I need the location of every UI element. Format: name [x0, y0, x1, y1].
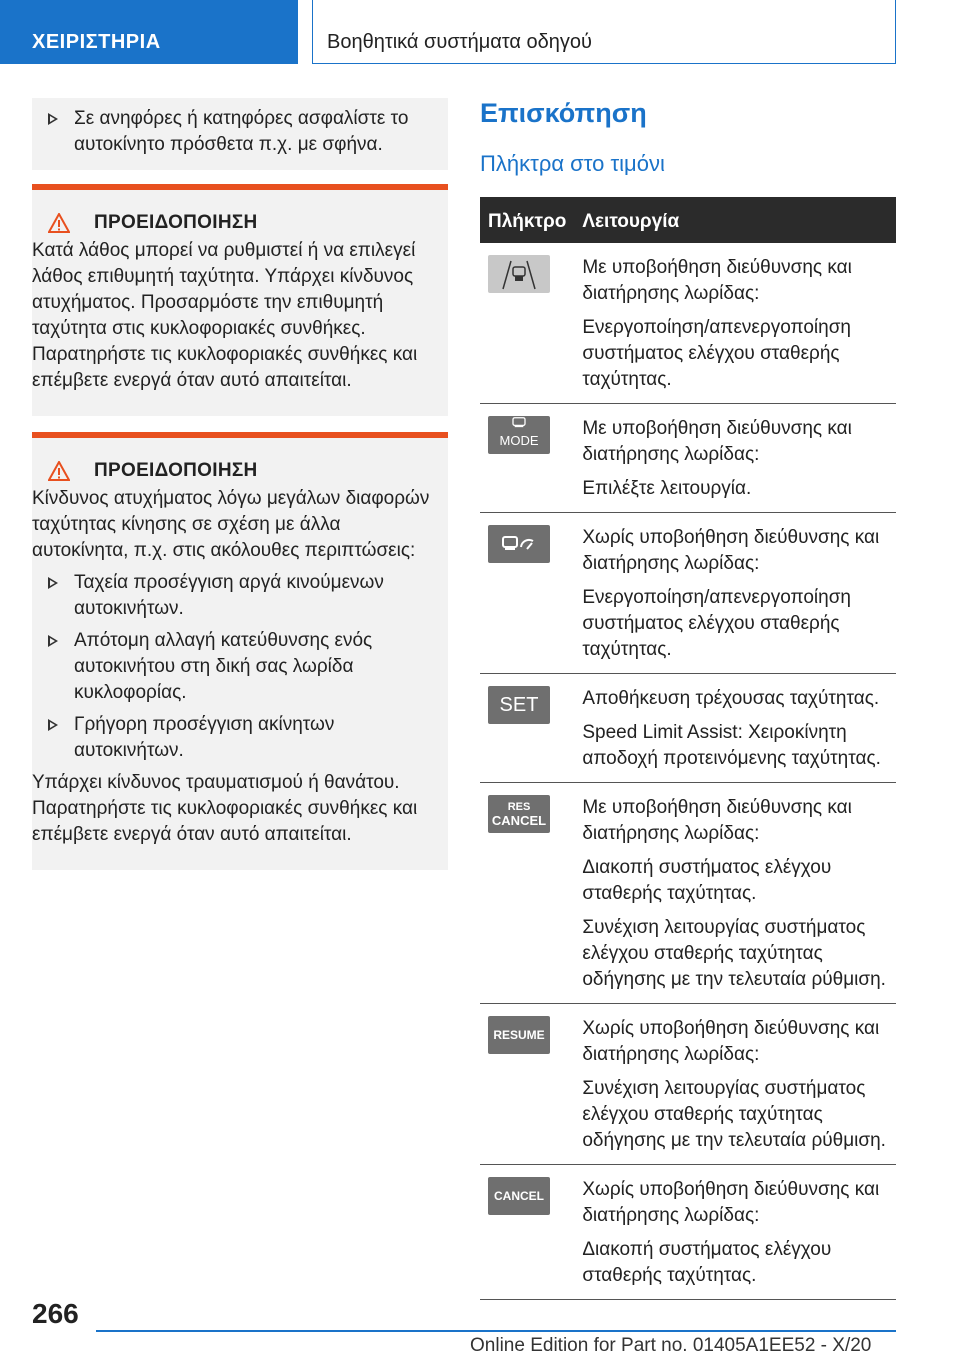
- function-text: Χωρίς υποβοήθηση διεύθυνσης και διατήρησης λωρίδας:: [582, 1018, 880, 1065]
- set-icon: [488, 686, 550, 724]
- warning-title: ΠΡΟΕΙΔΟΠΟΙΗΣΗ: [94, 212, 258, 233]
- function-text: Με υποβοήθηση διεύθυνσης και διατήρησης λωρίδας:: [582, 418, 852, 465]
- footer-divider: [96, 1330, 896, 1332]
- bullet-text: Απότομη αλλαγή κατεύθυνσης ενός αυτοκινήτου στη δική σας λωρίδα κυκλοφορίας.: [74, 630, 373, 703]
- warning-text: Κατά λάθος μπορεί να ρυθμιστεί ή να επιλεγεί λάθος επιθυμητή ταχύτητα. Υπάρχει κίνδυνος ατυχήματος. Προσαρμόστε την επιθυμητή ταχύτητα στις κυκλοφοριακές συνθήκες. Παρατηρήστε τις κυκλοφοριακές συνθήκες και επέμβετε ενεργά όταν αυτό απαιτείται.: [32, 240, 418, 391]
- function-text: Αποθήκευση τρέχουσας ταχύτητας.: [582, 688, 880, 709]
- table-header-row: [480, 197, 896, 243]
- warning-title: ΠΡΟΕΙΔΟΠΟΙΗΣΗ: [94, 460, 258, 481]
- chapter-title: Βοηθητικά συστήματα οδηγού: [312, 0, 896, 64]
- table-row: [480, 783, 896, 1004]
- key-label-top: RES: [507, 801, 531, 813]
- triangle-bullet-icon: [48, 577, 58, 589]
- triangle-bullet-icon: [48, 635, 58, 647]
- function-text: Συνέχιση λειτουργίας συστήματος ελέγχου σταθερής ταχύτητας οδήγησης με την τελευταία ρύθμιση.: [582, 917, 886, 990]
- right-column: [480, 98, 896, 1300]
- function-text: Επιλέξτε λειτουργία.: [582, 478, 752, 499]
- resume-icon: [488, 1016, 550, 1054]
- warning-box: [32, 432, 448, 870]
- key-label: CANCEL: [494, 1189, 544, 1203]
- steering-keys-table: [480, 197, 896, 1300]
- function-text: Με υποβοήθηση διεύθυνσης και διατήρησης λωρίδας:: [582, 797, 852, 844]
- function-text: Χωρίς υποβοήθηση διεύθυνσης και διατήρησης λωρίδας:: [582, 527, 880, 574]
- list-item: [32, 628, 448, 706]
- lane-assist-icon: [488, 255, 550, 293]
- bullet-box: [32, 98, 448, 170]
- warning-outro: Υπάρχει κίνδυνος τραυματισμού ή θανάτου. Παρατηρήστε τις κυκλοφοριακές συνθήκες και επέμβετε ενεργά όταν αυτό απαιτείται.: [32, 772, 418, 845]
- function-text: Χωρίς υποβοήθηση διεύθυνσης και διατήρησης λωρίδας:: [582, 1179, 880, 1226]
- table-row: [480, 404, 896, 513]
- warning-box: [32, 184, 448, 416]
- warning-icon: [48, 213, 70, 233]
- list-item: [32, 570, 448, 622]
- function-text: Speed Limit Assist: Χειροκίνητη αποδοχή προτεινόμενης ταχύτητας.: [582, 722, 881, 769]
- page-header: [0, 0, 960, 64]
- warning-icon: [48, 461, 70, 481]
- function-text: Διακοπή συστήματος ελέγχου σταθερής ταχύτητας.: [582, 1239, 832, 1286]
- function-text: Διακοπή συστήματος ελέγχου σταθερής ταχύτητας.: [582, 857, 832, 904]
- key-label: RESUME: [493, 1028, 545, 1042]
- key-label: SET: [499, 694, 539, 716]
- footer-edition: Online Edition for Part no. 01405A1EE52 - X/20: [470, 1335, 872, 1356]
- subsection-heading: Πλήκτρα στο τιμόνι: [480, 151, 665, 176]
- bullet-text: Σε ανηφόρες ή κατηφόρες ασφαλίστε το αυτοκίνητο πρόσθετα π.χ. με σφήνα.: [74, 108, 409, 155]
- column-header-function: Λειτουργία: [574, 197, 896, 243]
- key-label: MODE: [499, 433, 539, 448]
- table-row: [480, 1004, 896, 1165]
- section-heading: Επισκόπηση: [480, 98, 647, 128]
- table-row: [480, 1165, 896, 1300]
- res-cancel-icon: [488, 795, 550, 833]
- function-text: Ενεργοποίηση/απενεργοποίηση συστήματος ελέγχου σταθερής ταχύτητας.: [582, 587, 851, 660]
- left-column: [32, 98, 448, 870]
- table-row: [480, 674, 896, 783]
- table-row: [480, 513, 896, 674]
- mode-icon: [488, 416, 550, 454]
- warning-header: [32, 460, 448, 482]
- function-text: Ενεργοποίηση/απενεργοποίηση συστήματος ελέγχου σταθερής ταχύτητας.: [582, 317, 851, 390]
- column-header-key: Πλήκτρο: [480, 197, 574, 243]
- triangle-bullet-icon: [48, 719, 58, 731]
- function-text: Συνέχιση λειτουργίας συστήματος ελέγχου σταθερής ταχύτητας οδήγησης με την τελευταία ρύθμιση.: [582, 1078, 886, 1151]
- bullet-text: Ταχεία προσέγγιση αργά κινούμενων αυτοκινήτων.: [74, 572, 384, 619]
- bullet-text: Γρήγορη προσέγγιση ακίνητων αυτοκινήτων.: [74, 714, 335, 761]
- section-tab: ΧΕΙΡΙΣΤΗΡΙΑ: [0, 0, 298, 64]
- function-text: Με υποβοήθηση διεύθυνσης και διατήρησης λωρίδας:: [582, 257, 852, 304]
- cruise-control-icon: [488, 525, 550, 563]
- warning-header: [32, 212, 448, 234]
- triangle-bullet-icon: [48, 113, 58, 125]
- table-row: [480, 243, 896, 404]
- list-item: [32, 106, 440, 158]
- page-number: 266: [32, 1298, 79, 1329]
- list-item: [32, 712, 448, 764]
- warning-intro: Κίνδυνος ατυχήματος λόγω μεγάλων διαφορών ταχύτητας κίνησης σε σχέση με άλλα αυτοκίνητα, π.χ. στις ακόλουθες περιπτώσεις:: [32, 488, 430, 561]
- key-label: CANCEL: [491, 813, 547, 828]
- cancel-icon: [488, 1177, 550, 1215]
